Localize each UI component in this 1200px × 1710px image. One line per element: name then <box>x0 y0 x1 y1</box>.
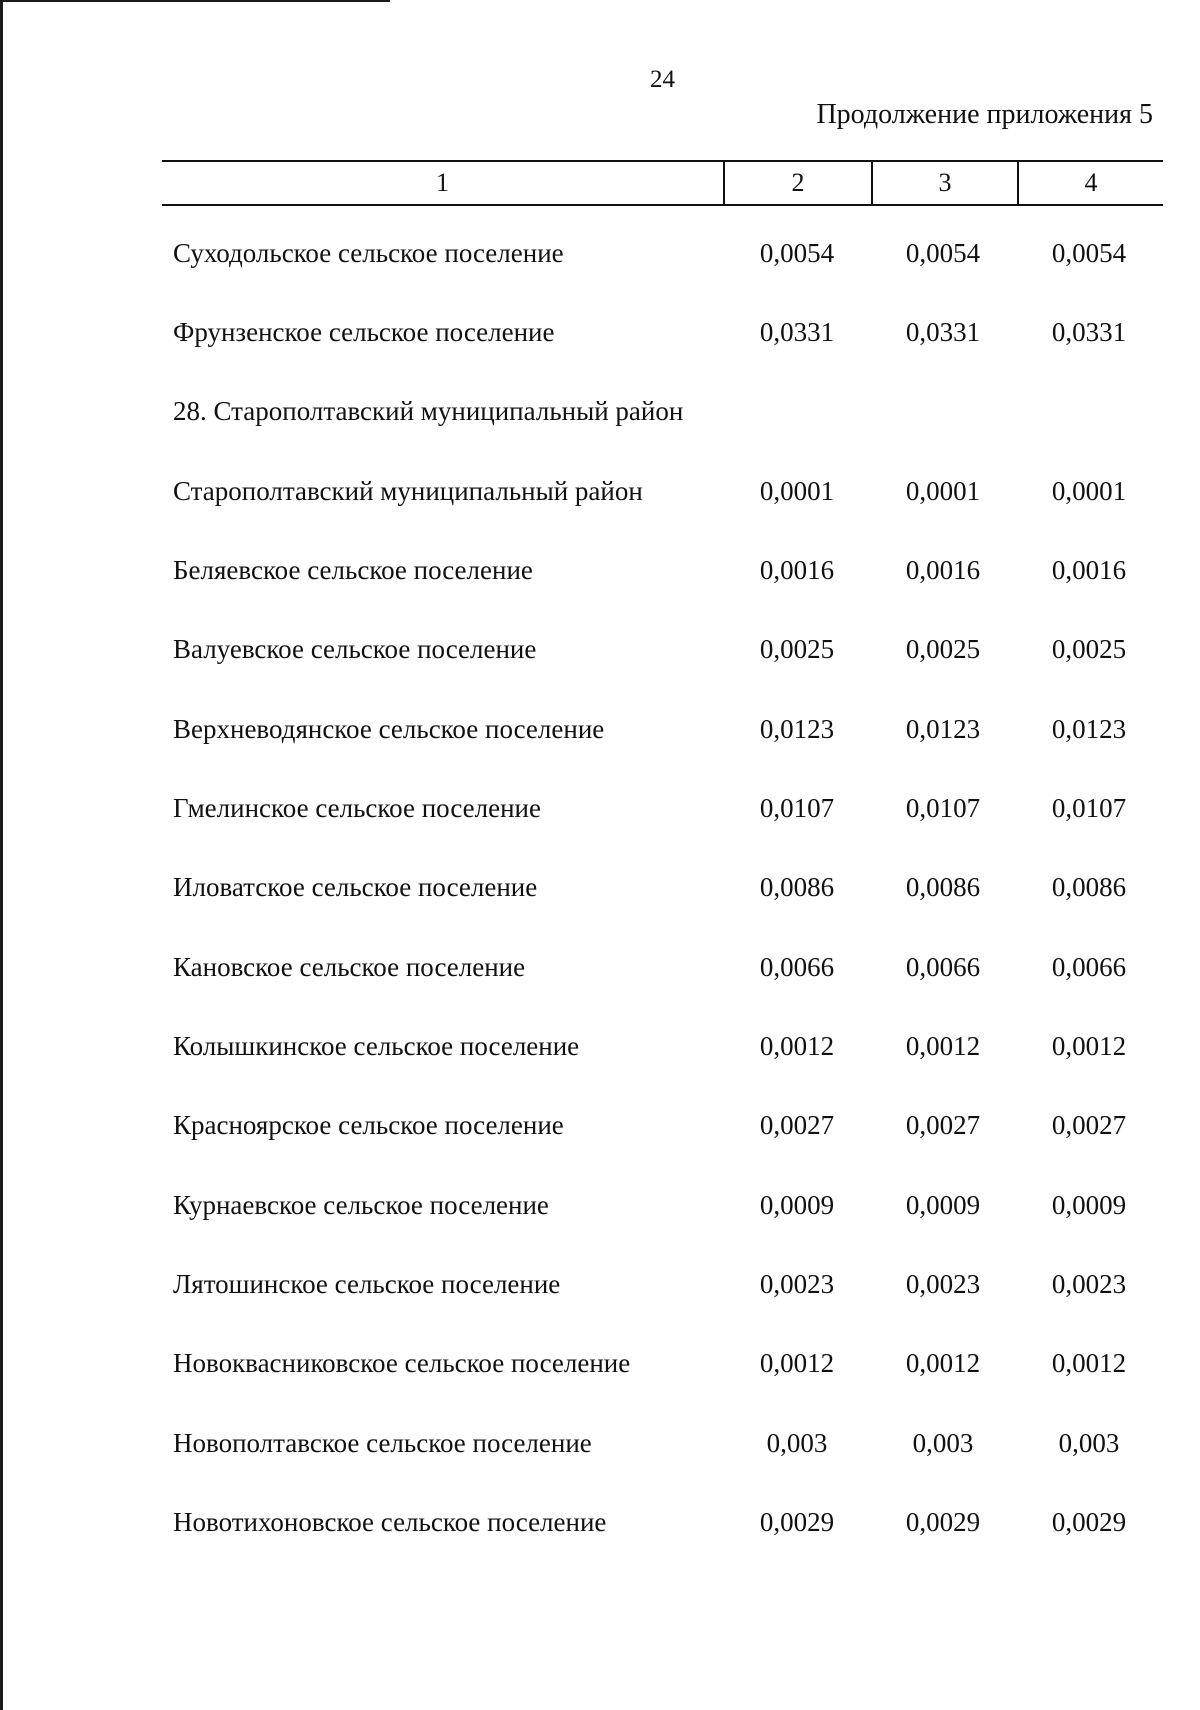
value-col-2: 0,0001 <box>759 476 835 506</box>
value-col-2: 0,0016 <box>759 555 835 585</box>
table-row <box>0 471 1200 511</box>
value-col-2: 0,0012 <box>759 1031 835 1061</box>
table-row <box>0 1026 1200 1066</box>
value-col-3: 0,0027 <box>905 1110 981 1140</box>
value-col-4: 0,0331 <box>1051 317 1127 347</box>
value-col-4: 0,0086 <box>1051 872 1127 902</box>
settlement-name: Лятошинское сельское поселение <box>173 1269 561 1299</box>
settlement-name: Кановское сельское поселение <box>173 952 526 982</box>
value-col-4: 0,0023 <box>1051 1269 1127 1299</box>
settlement-name: Беляевское сельское поселение <box>173 555 533 585</box>
table-row <box>0 1343 1200 1383</box>
table-row <box>0 788 1200 828</box>
value-col-4: 0,0012 <box>1051 1031 1127 1061</box>
table-row <box>0 550 1200 590</box>
value-col-3: 0,0001 <box>905 476 981 506</box>
value-col-4: 0,0123 <box>1051 714 1127 744</box>
value-col-4: 0,0107 <box>1051 793 1127 823</box>
settlement-name: Гмелинское сельское поселение <box>173 793 541 823</box>
settlement-name: Суходольское сельское поселение <box>173 238 564 268</box>
value-col-3: 0,0025 <box>905 634 981 664</box>
value-col-2: 0,0331 <box>759 317 835 347</box>
table-row <box>0 1264 1200 1304</box>
value-col-2: 0,0066 <box>759 952 835 982</box>
value-col-2: 0,003 <box>766 1428 828 1458</box>
value-col-3: 0,0054 <box>905 238 981 268</box>
value-col-3: 0,003 <box>912 1428 974 1458</box>
header-cell-1: 1 <box>436 168 449 197</box>
value-col-4: 0,003 <box>1058 1428 1120 1458</box>
value-col-2: 0,0027 <box>759 1110 835 1140</box>
value-col-3: 0,0016 <box>905 555 981 585</box>
settlement-name: Валуевское сельское поселение <box>173 634 537 664</box>
value-col-3: 0,0012 <box>905 1031 981 1061</box>
value-col-3: 0,0123 <box>905 714 981 744</box>
section-heading-row <box>0 391 1200 431</box>
settlement-name: Новополтавское сельское поселение <box>173 1428 592 1458</box>
header-cell-2: 2 <box>791 168 805 197</box>
value-col-3: 0,0086 <box>905 872 981 902</box>
value-col-3: 0,0009 <box>905 1190 981 1220</box>
appendix-continuation-note: Продолжение приложения 5 <box>816 99 1153 130</box>
value-col-3: 0,0066 <box>905 952 981 982</box>
value-col-2: 0,0012 <box>759 1348 835 1378</box>
header-cell-4: 4 <box>1084 168 1098 197</box>
table-header <box>162 160 1163 206</box>
header-cell-3: 3 <box>938 168 952 197</box>
table-row <box>0 947 1200 987</box>
value-col-2: 0,0023 <box>759 1269 835 1299</box>
page-number: 24 <box>650 66 675 93</box>
value-col-3: 0,0012 <box>905 1348 981 1378</box>
table-row <box>0 709 1200 749</box>
settlement-name: Новотихоновское сельское поселение <box>173 1507 607 1537</box>
table-row <box>0 1105 1200 1145</box>
table-row <box>0 312 1200 352</box>
table-row <box>0 1185 1200 1225</box>
value-col-2: 0,0123 <box>759 714 835 744</box>
value-col-4: 0,0027 <box>1051 1110 1127 1140</box>
value-col-2: 0,0025 <box>759 634 835 664</box>
value-col-3: 0,0331 <box>905 317 981 347</box>
district-heading: 28. Старополтавский муниципальный район <box>173 396 684 426</box>
value-col-2: 0,0107 <box>759 793 835 823</box>
table-row <box>0 1502 1200 1542</box>
value-col-2: 0,0054 <box>759 238 835 268</box>
settlement-name: Красноярское сельское поселение <box>173 1110 564 1140</box>
settlement-name: Фрунзенское сельское поселение <box>173 317 555 347</box>
settlement-name: Новоквасниковское сельское поселение <box>173 1348 631 1378</box>
table-row <box>0 867 1200 907</box>
value-col-4: 0,0009 <box>1051 1190 1127 1220</box>
value-col-4: 0,0012 <box>1051 1348 1127 1378</box>
value-col-3: 0,0107 <box>905 793 981 823</box>
settlement-name: Иловатское сельское поселение <box>173 872 538 902</box>
value-col-4: 0,0054 <box>1051 238 1127 268</box>
table-row <box>0 629 1200 669</box>
value-col-4: 0,0025 <box>1051 634 1127 664</box>
table-row <box>0 1423 1200 1463</box>
value-col-4: 0,0066 <box>1051 952 1127 982</box>
settlement-name: Верхневодянское сельское поселение <box>173 714 605 744</box>
settlement-name: Курнаевское сельское поселение <box>173 1190 549 1220</box>
settlement-name: Колышкинское сельское поселение <box>173 1031 580 1061</box>
value-col-4: 0,0029 <box>1051 1507 1127 1537</box>
value-col-2: 0,0086 <box>759 872 835 902</box>
table-row <box>0 233 1200 273</box>
value-col-4: 0,0001 <box>1051 476 1127 506</box>
value-col-3: 0,0029 <box>905 1507 981 1537</box>
value-col-2: 0,0009 <box>759 1190 835 1220</box>
value-col-2: 0,0029 <box>759 1507 835 1537</box>
scan-border-top <box>0 0 390 2</box>
settlement-name: Старополтавский муниципальный район <box>173 476 643 506</box>
value-col-3: 0,0023 <box>905 1269 981 1299</box>
value-col-4: 0,0016 <box>1051 555 1127 585</box>
